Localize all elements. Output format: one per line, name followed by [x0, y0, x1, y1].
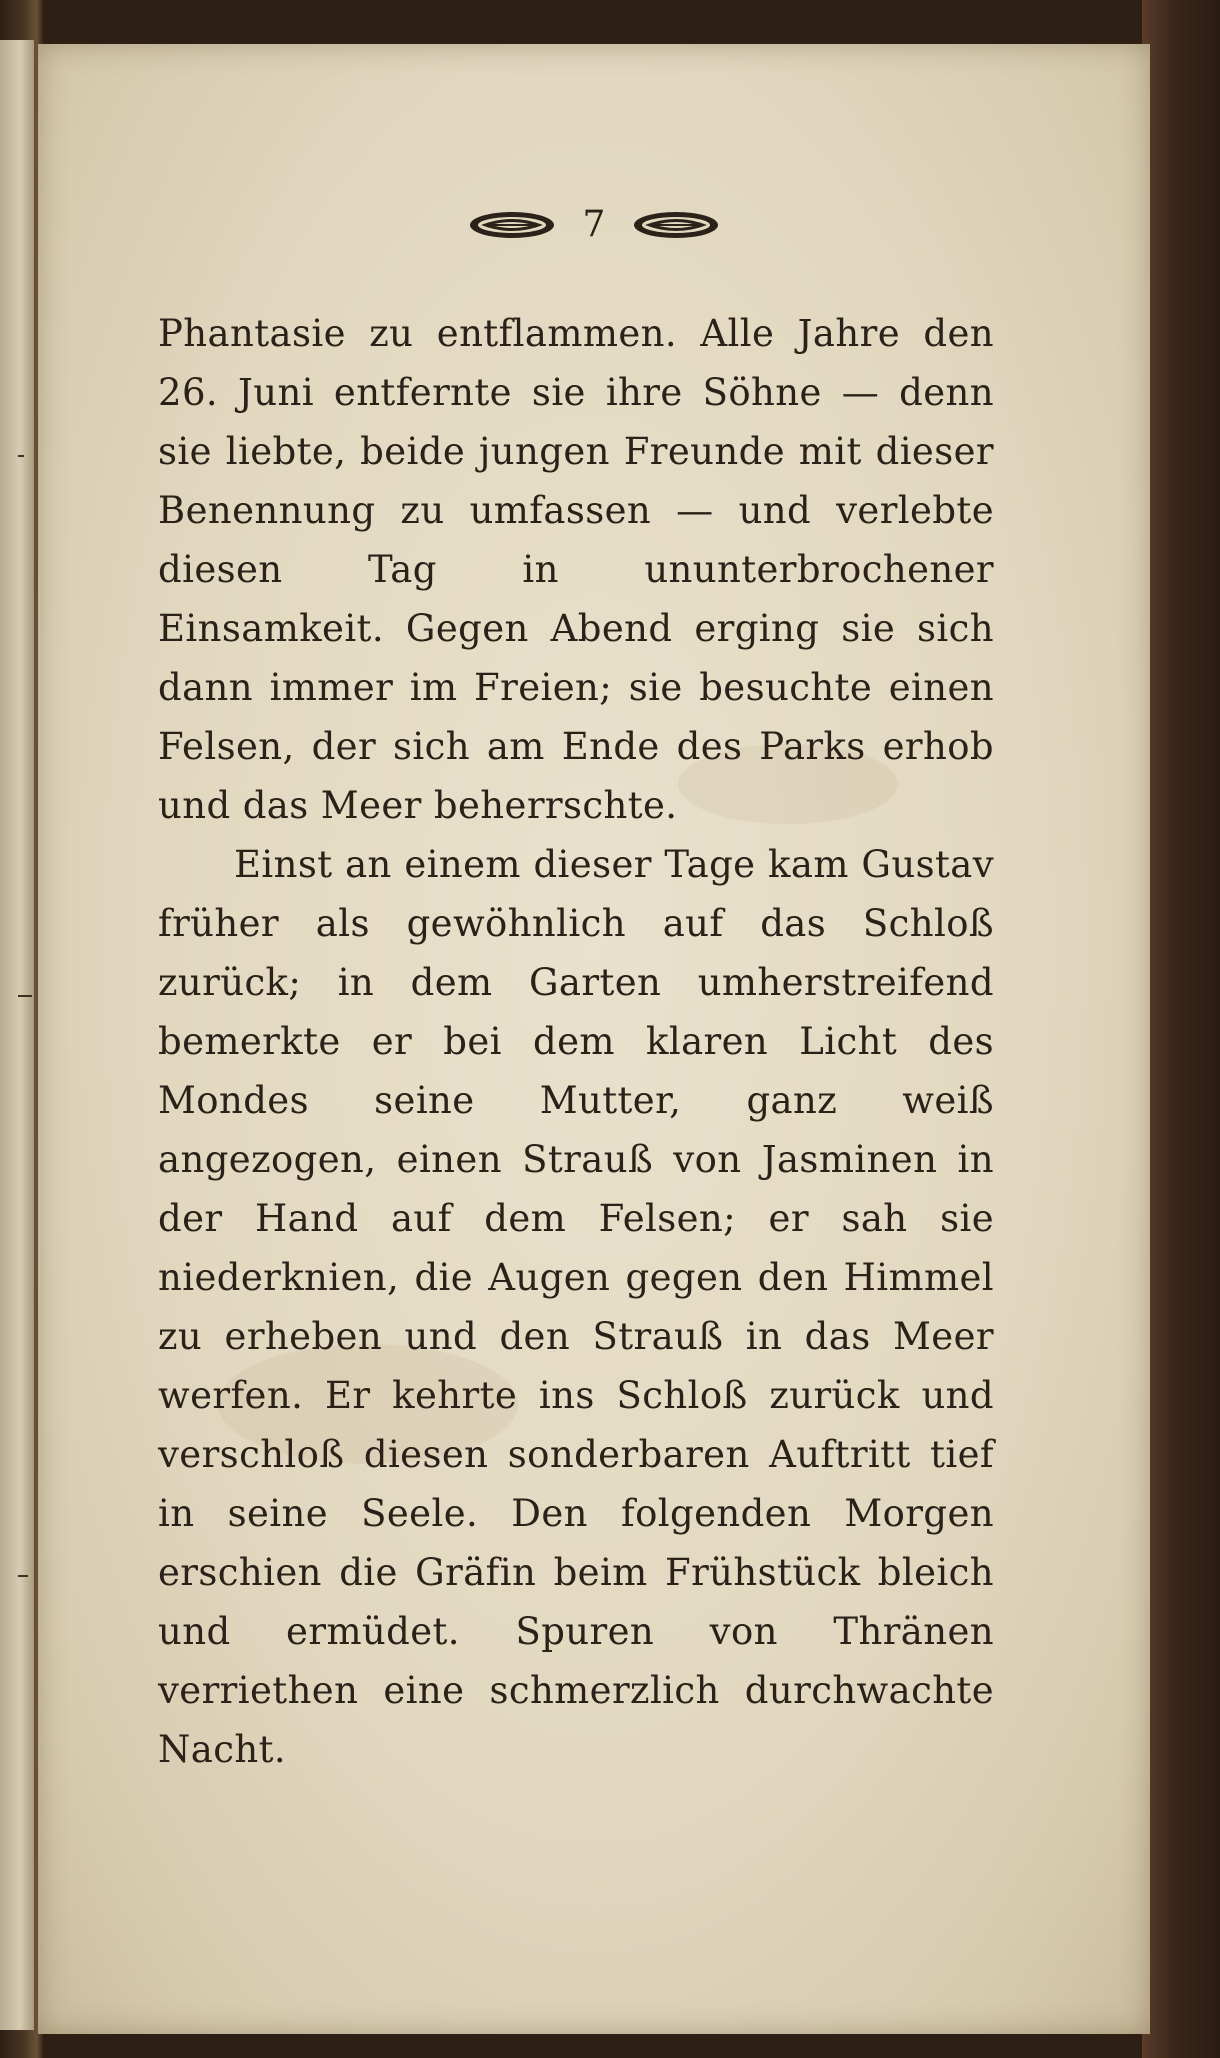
body-text	[158, 304, 994, 1779]
book-cover-edge	[1142, 0, 1220, 2058]
page-header	[38, 204, 1150, 245]
page-number: 7	[582, 204, 606, 245]
edge-mark	[18, 455, 24, 457]
edge-mark	[18, 995, 32, 997]
previous-page-edge	[0, 40, 34, 2030]
leaf-ornament-icon	[467, 208, 557, 242]
book-page	[38, 44, 1150, 2034]
leaf-ornament-icon	[631, 208, 721, 242]
paragraph: Phantasie zu entflammen. Alle Jahre den 26. Juni entfernte sie ihre Söhne — denn sie liebte, beide jungen Freunde mit dieser Benennung zu umfassen — und verlebte diesen Tag in ununterbrochener Einsamkeit. Gegen Abend erging sie sich dann immer im Freien; sie besuchte einen Felsen, der sich am Ende des Parks erhob und das Meer beherrschte.	[158, 312, 994, 827]
paragraph: Einst an einem dieser Tage kam Gustav früher als gewöhnlich auf das Schloß zurück; in dem Garten umherstreifend bemerkte er bei dem klaren Licht des Mondes seine Mutter, ganz weiß angezogen, einen Strauß von Jasminen in der Hand auf dem Felsen; er sah sie niederknien, die Augen gegen den Himmel zu erheben und den Strauß in das Meer werfen. Er kehrte ins Schloß zurück und verschloß diesen sonderbaren Auftritt tief in seine Seele. Den folgenden Morgen erschien die Gräfin beim Frühstück bleich und ermüdet. Spuren von Thränen verriethen eine schmerzlich durchwachte Nacht.	[158, 843, 994, 1771]
edge-mark	[18, 1575, 28, 1577]
